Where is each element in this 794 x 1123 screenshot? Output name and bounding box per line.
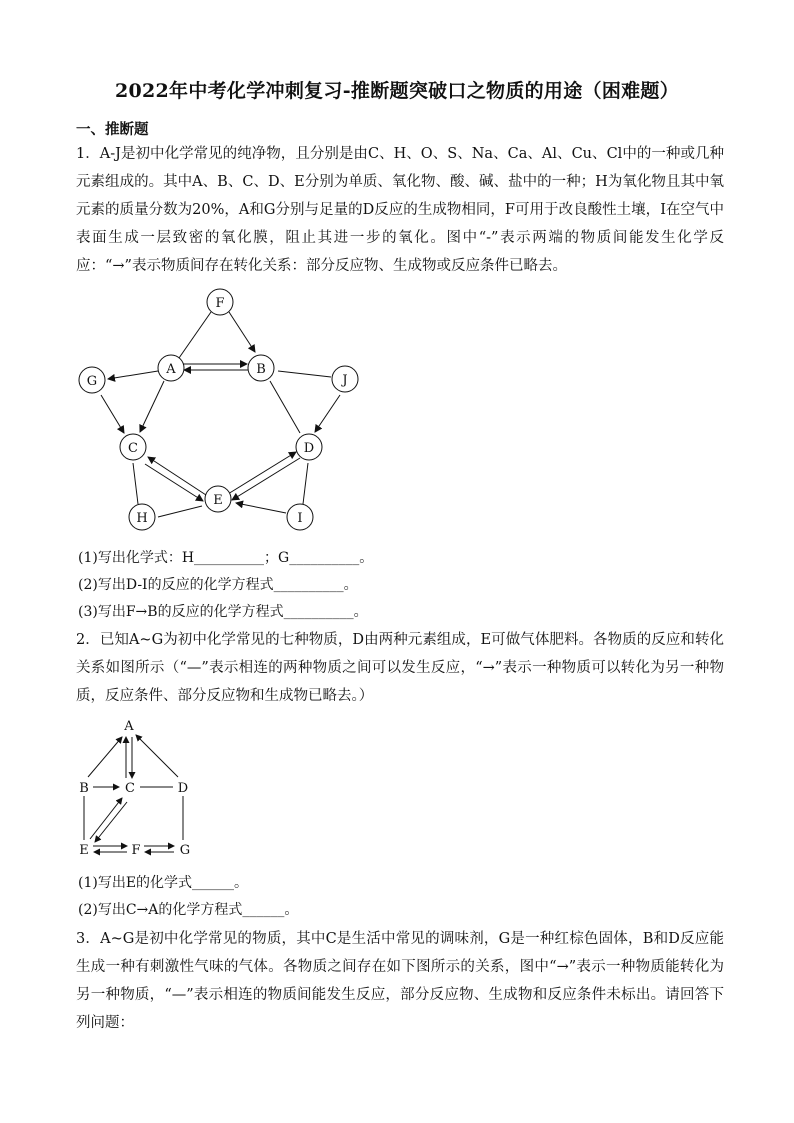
question-3-text: 3．A~G是初中化学常见的物质，其中C是生活中常见的调味剂，G是一种红棕色固体，B和D反应能生成一种有刺激性气味的气体。各物质之间存在如下图所示的关系，图中“→”表示一种物质能转化为另一种物质，“—”表示相连的物质间能发生反应，部分反应物、生成物和反应条件未标出。请回答下列问题： [76, 931, 724, 1031]
node-B: B [79, 781, 89, 796]
question-1-text: 1．A-J是初中化学常见的纯净物，且分别是由C、H、O、S、Na、Ca、Al、Cu、Cl中的一种或几种元素组成的。其中A、B、C、D、E分别为单质、氧化物、酸、碱、盐中的一种；H为氧化物且其中氧元素的质量分数为20%，A和G分别与足量的D反应的生成物相同，F可用于改良酸性土壤，I在空气中表面生成一层致密的氧化膜，阻止其进一步的氧化。图中“-”表示两端的物质间能发生化学反应：“→”表示物质间存在转化关系：部分反应物、生成物或反应条件已略去。 [76, 146, 724, 274]
question-1-sub-3: (3)写出F→B的反应的化学方程式__________。 [78, 604, 368, 620]
question-2-sub-1: (1)写出E的化学式______。 [78, 875, 249, 891]
question-2-text: 2．已知A~G为初中化学常见的七种物质，D由两种元素组成，E可做气体肥料。各物质的反应和转化关系如图所示（“—”表示相连的两种物质之间可以发生反应，“→”表示一种物质可以转化为另一种物质，反应条件、部分反应物和生成物已略去。） [76, 632, 724, 704]
question-1-sub-1: (1)写出化学式：H__________；G__________。 [78, 550, 374, 566]
node-D: D [177, 781, 189, 796]
node-B: B [256, 362, 266, 377]
edge-C-E [145, 464, 203, 501]
edge-F-A [179, 312, 211, 358]
edge-B-J [278, 371, 331, 377]
question-1-diagram [70, 285, 370, 535]
node-C: C [128, 441, 138, 456]
question-1-sub-2: (2)写出D-I的反应的化学方程式__________。 [78, 577, 358, 593]
edge-E-C [90, 798, 122, 839]
edge-H-C [133, 463, 138, 504]
edge-E-D [228, 452, 296, 494]
question-2-diagram [72, 715, 202, 863]
edge-C-E [95, 802, 127, 842]
edge-I-E [236, 503, 286, 513]
node-I: I [297, 511, 303, 526]
node-H: H [136, 511, 148, 526]
edge-E-C [148, 457, 206, 495]
node-A: A [166, 362, 176, 377]
edge-F-B [229, 312, 255, 352]
node-F: F [215, 296, 225, 311]
edge-A-C [140, 381, 164, 432]
edge-G-C [101, 395, 124, 433]
question-2-sub-2: (2)写出C→A的化学方程式______。 [78, 902, 299, 918]
edge-D-E [232, 458, 300, 500]
node-G: G [86, 374, 98, 389]
edge-B-D [270, 381, 300, 433]
node-E: E [213, 493, 223, 508]
node-D: D [303, 441, 315, 456]
node-G: G [179, 843, 191, 858]
edge-D-A [136, 735, 178, 777]
section-heading: 一、推断题 [76, 121, 149, 138]
page-title: 2022年中考化学冲刺复习-推断题突破口之物质的用途（困难题） [114, 80, 680, 102]
edge-A-G [108, 371, 158, 379]
node-C: C [125, 781, 135, 796]
edge-H-E [158, 506, 202, 517]
edge-J-D [315, 395, 340, 432]
node-F: F [131, 843, 141, 858]
node-J: J [342, 373, 348, 388]
node-E: E [79, 843, 89, 858]
node-A: A [124, 719, 134, 734]
edge-B-A [88, 737, 122, 777]
edge-I-D [303, 463, 308, 504]
